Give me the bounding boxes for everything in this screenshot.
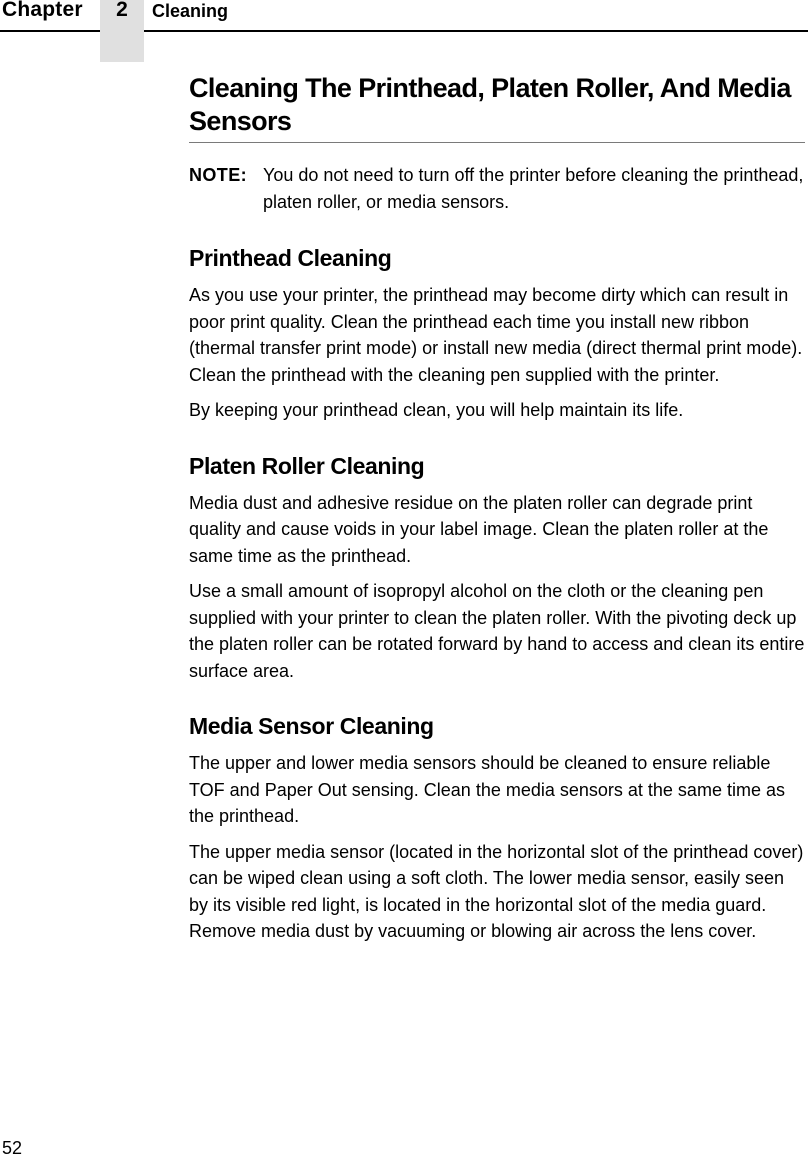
section-heading: Media Sensor Cleaning (189, 713, 434, 739)
section-label: Cleaning (152, 1, 229, 21)
note-label: NOTE: (189, 165, 247, 185)
paragraph: By keeping your printhead clean, you will help maintain its life. (189, 400, 684, 420)
section-heading: Printhead Cleaning (189, 245, 392, 271)
section-platen-roller-cleaning (189, 452, 805, 685)
chapter-number: 2 (116, 0, 128, 21)
page-content (189, 72, 805, 954)
chapter-label: Chapter (2, 0, 83, 21)
note-text: You do not need to turn off the printer before cleaning the printhead, platen roller, or media sensors. (263, 165, 804, 212)
paragraph: The upper media sensor (located in the horizontal slot of the printhead cover) can be wiped clean using a soft cloth. The lower media sensor, easily seen by its visible red light, is located in the horizontal slot of the media guard. Remove media dust by vacuuming or blowing air across the lens cover. (189, 841, 804, 941)
paragraph: The upper and lower media sensors should be cleaned to ensure reliable TOF and Paper Out sensing. Clean the media sensors at the same time as the printhead. (189, 753, 785, 826)
paragraph: As you use your printer, the printhead may become dirty which can result in poor print quality. Clean the printhead each time you install new ribbon (thermal transfer print mode) or install new media (direct thermal print mode). Clean the printhead with the cleaning pen supplied with the printer. (189, 285, 803, 385)
page-number: 52 (2, 1138, 23, 1158)
note-block (189, 162, 805, 216)
paragraph: Media dust and adhesive residue on the platen roller can degrade print quality and cause voids in your label image. Clean the platen roller at the same time as the printhead. (189, 492, 769, 566)
paragraph: Use a small amount of isopropyl alcohol on the cloth or the cleaning pen supplied with your printer to clean the platen roller. With the pivoting deck up the platen roller can be rotated forward by hand to access and clean its entire surface area. (189, 581, 805, 681)
section-printhead-cleaning (189, 244, 805, 424)
chapter-tab (100, 0, 144, 62)
running-header (0, 0, 808, 32)
section-heading: Platen Roller Cleaning (189, 452, 425, 479)
page-title: Cleaning The Printhead, Platen Roller, And Media Sensors (189, 72, 805, 143)
section-media-sensor-cleaning (189, 712, 805, 945)
